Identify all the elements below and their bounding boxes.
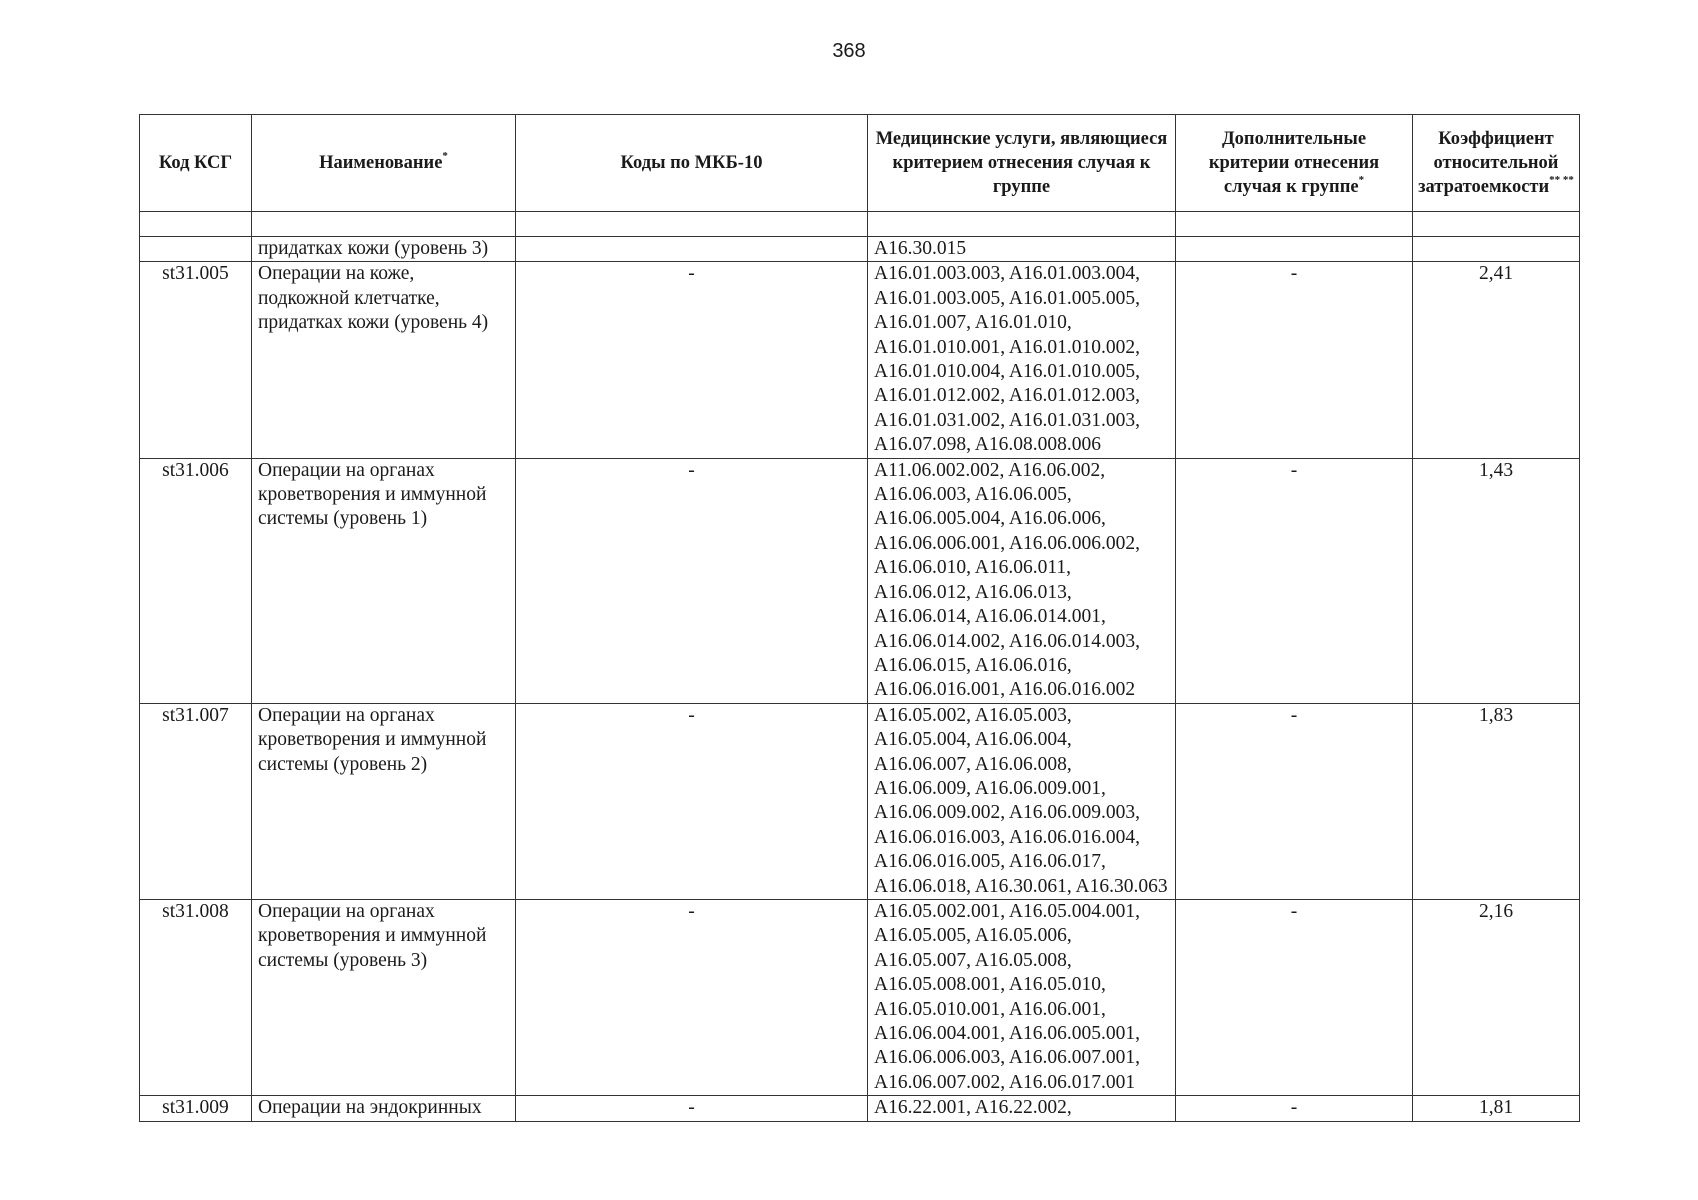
name-cell: Операции на коже, подкожной клетчатке, придатках кожи (уровень 4) <box>252 262 516 458</box>
empty-row <box>140 212 1580 237</box>
table-row <box>140 458 1580 703</box>
coefficient-cell: 1,83 <box>1413 703 1580 899</box>
criteria-cell <box>1176 237 1413 262</box>
header-ksg-code: Код КСГ <box>140 115 252 212</box>
page-number: 368 <box>832 40 866 62</box>
ksg-code-cell <box>140 237 252 262</box>
criteria-cell: - <box>1176 703 1413 899</box>
ksg-code-cell: st31.005 <box>140 262 252 458</box>
table-row <box>140 703 1580 899</box>
mkb-codes-cell: - <box>516 458 868 703</box>
empty-cell <box>140 212 252 237</box>
empty-cell <box>1413 212 1580 237</box>
services-cell: A11.06.002.002, A16.06.002, A16.06.003, A16.06.005, A16.06.005.004, A16.06.006, A16.06.006.001, A16.06.006.002, A16.06.010, A16.06.011, A16.06.012, A16.06.013, A16.06.014, A16.06.014.001, A16.06.014.002, A16.06.014.003, A16.06.015, A16.06.016, A16.06.016.001, A16.06.016.002 <box>868 458 1176 703</box>
table-header-row <box>140 115 1580 212</box>
empty-cell <box>1176 212 1413 237</box>
mkb-codes-cell: - <box>516 1096 868 1121</box>
empty-cell <box>516 212 868 237</box>
table-row <box>140 1096 1580 1121</box>
ksg-table <box>139 114 1580 1122</box>
coefficient-cell: 2,16 <box>1413 899 1580 1095</box>
coefficient-cell: 1,81 <box>1413 1096 1580 1121</box>
services-cell: A16.30.015 <box>868 237 1176 262</box>
header-cost-coefficient: Коэффициент относительной затратоемкости** ** <box>1413 115 1580 212</box>
mkb-codes-cell: - <box>516 703 868 899</box>
coefficient-cell: 2,41 <box>1413 262 1580 458</box>
empty-cell <box>252 212 516 237</box>
ksg-code-cell: st31.009 <box>140 1096 252 1121</box>
mkb-codes-cell <box>516 237 868 262</box>
criteria-cell: - <box>1176 262 1413 458</box>
header-medical-services: Медицинские услуги, являющиеся критерием отнесения случая к группе <box>868 115 1176 212</box>
footnote-marker: ** ** <box>1549 174 1574 186</box>
table-row <box>140 237 1580 262</box>
coefficient-cell <box>1413 237 1580 262</box>
coefficient-cell: 1,43 <box>1413 458 1580 703</box>
header-additional-criteria: Дополнительные критерии отнесения случая к группе* <box>1176 115 1413 212</box>
name-cell: Операции на органах кроветворения и иммунной системы (уровень 1) <box>252 458 516 703</box>
name-cell: Операции на органах кроветворения и иммунной системы (уровень 2) <box>252 703 516 899</box>
ksg-code-cell: st31.006 <box>140 458 252 703</box>
table-row <box>140 262 1580 458</box>
services-cell: A16.05.002.001, A16.05.004.001, A16.05.005, A16.05.006, A16.05.007, A16.05.008, A16.05.008.001, A16.05.010, A16.05.010.001, A16.06.001, A16.06.004.001, A16.06.005.001, A16.06.006.003, A16.06.007.001, A16.06.007.002, A16.06.017.001 <box>868 899 1176 1095</box>
header-mkb-codes: Коды по МКБ-10 <box>516 115 868 212</box>
services-cell: A16.22.001, A16.22.002, <box>868 1096 1176 1121</box>
footnote-marker: * <box>1358 174 1365 186</box>
name-cell: Операции на органах кроветворения и иммунной системы (уровень 3) <box>252 899 516 1095</box>
criteria-cell: - <box>1176 899 1413 1095</box>
criteria-cell: - <box>1176 1096 1413 1121</box>
ksg-code-cell: st31.008 <box>140 899 252 1095</box>
table-row <box>140 899 1580 1095</box>
criteria-cell: - <box>1176 458 1413 703</box>
name-cell: Операции на эндокринных <box>252 1096 516 1121</box>
services-cell: A16.05.002, A16.05.003, A16.05.004, A16.06.004, A16.06.007, A16.06.008, A16.06.009, A16.06.009.001, A16.06.009.002, A16.06.009.003, A16.06.016.003, A16.06.016.004, A16.06.016.005, A16.06.017, A16.06.018, A16.30.061, A16.30.063 <box>868 703 1176 899</box>
mkb-codes-cell: - <box>516 899 868 1095</box>
mkb-codes-cell: - <box>516 262 868 458</box>
header-name: Наименование* <box>252 115 516 212</box>
footnote-marker: * <box>442 150 448 162</box>
ksg-code-cell: st31.007 <box>140 703 252 899</box>
empty-cell <box>868 212 1176 237</box>
services-cell: A16.01.003.003, A16.01.003.004, A16.01.003.005, A16.01.005.005, A16.01.007, A16.01.010, A16.01.010.001, A16.01.010.002, A16.01.010.004, A16.01.010.005, A16.01.012.002, A16.01.012.003, A16.01.031.002, A16.01.031.003, A16.07.098, A16.08.008.006 <box>868 262 1176 458</box>
name-cell: придатках кожи (уровень 3) <box>252 237 516 262</box>
